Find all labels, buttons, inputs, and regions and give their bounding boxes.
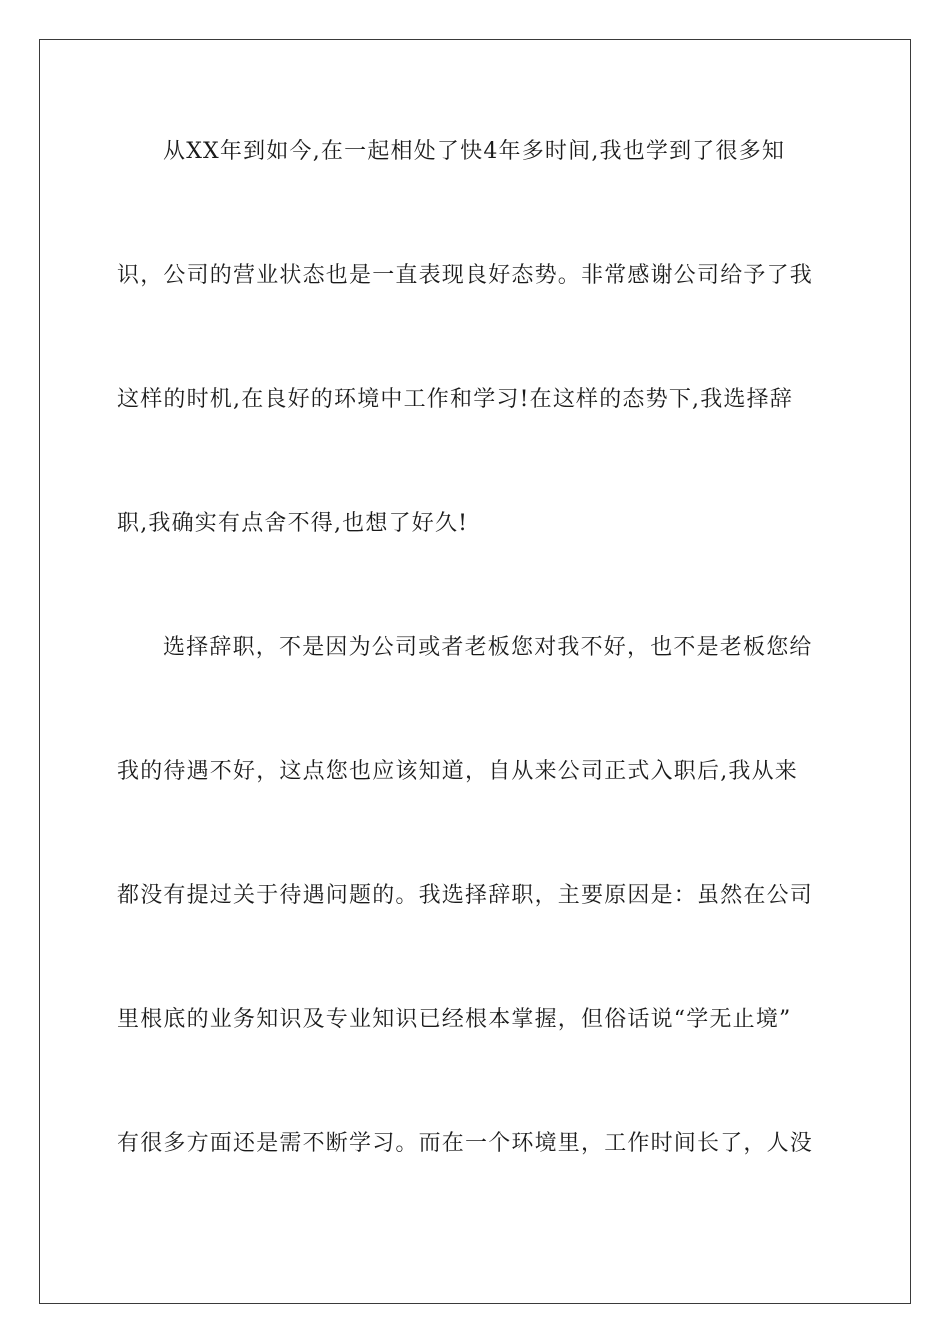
paragraph-2-line-3: 都没有提过关于待遇问题的。我选择辞职，主要原因是：虽然在公司	[117, 883, 814, 908]
page-border	[39, 39, 911, 1304]
paragraph-1-line-3: 这样的时机,在良好的环境中工作和学习!在这样的态势下,我选择辞	[117, 387, 794, 412]
paragraph-1-line-4: 职,我确实有点舍不得,也想了好久!	[117, 511, 469, 536]
paragraph-2-line-1: 选择辞职，不是因为公司或者老板您对我不好，也不是老板您给	[163, 635, 813, 660]
paragraph-2-line-2: 我的待遇不好，这点您也应该知道，自从来公司正式入职后,我从来	[117, 759, 798, 784]
paragraph-2-line-4: 里根底的业务知识及专业知识已经根本掌握，但俗话说“学无止境”	[117, 1007, 792, 1032]
paragraph-2-line-5: 有很多方面还是需不断学习。而在一个环境里，工作时间长了，人没	[117, 1131, 814, 1156]
paragraph-1-line-1: 从XX年到如今,在一起相处了快4年多时间,我也学到了很多知	[163, 139, 786, 164]
paragraph-1-line-2: 识，公司的营业状态也是一直表现良好态势。非常感谢公司给予了我	[117, 263, 814, 288]
